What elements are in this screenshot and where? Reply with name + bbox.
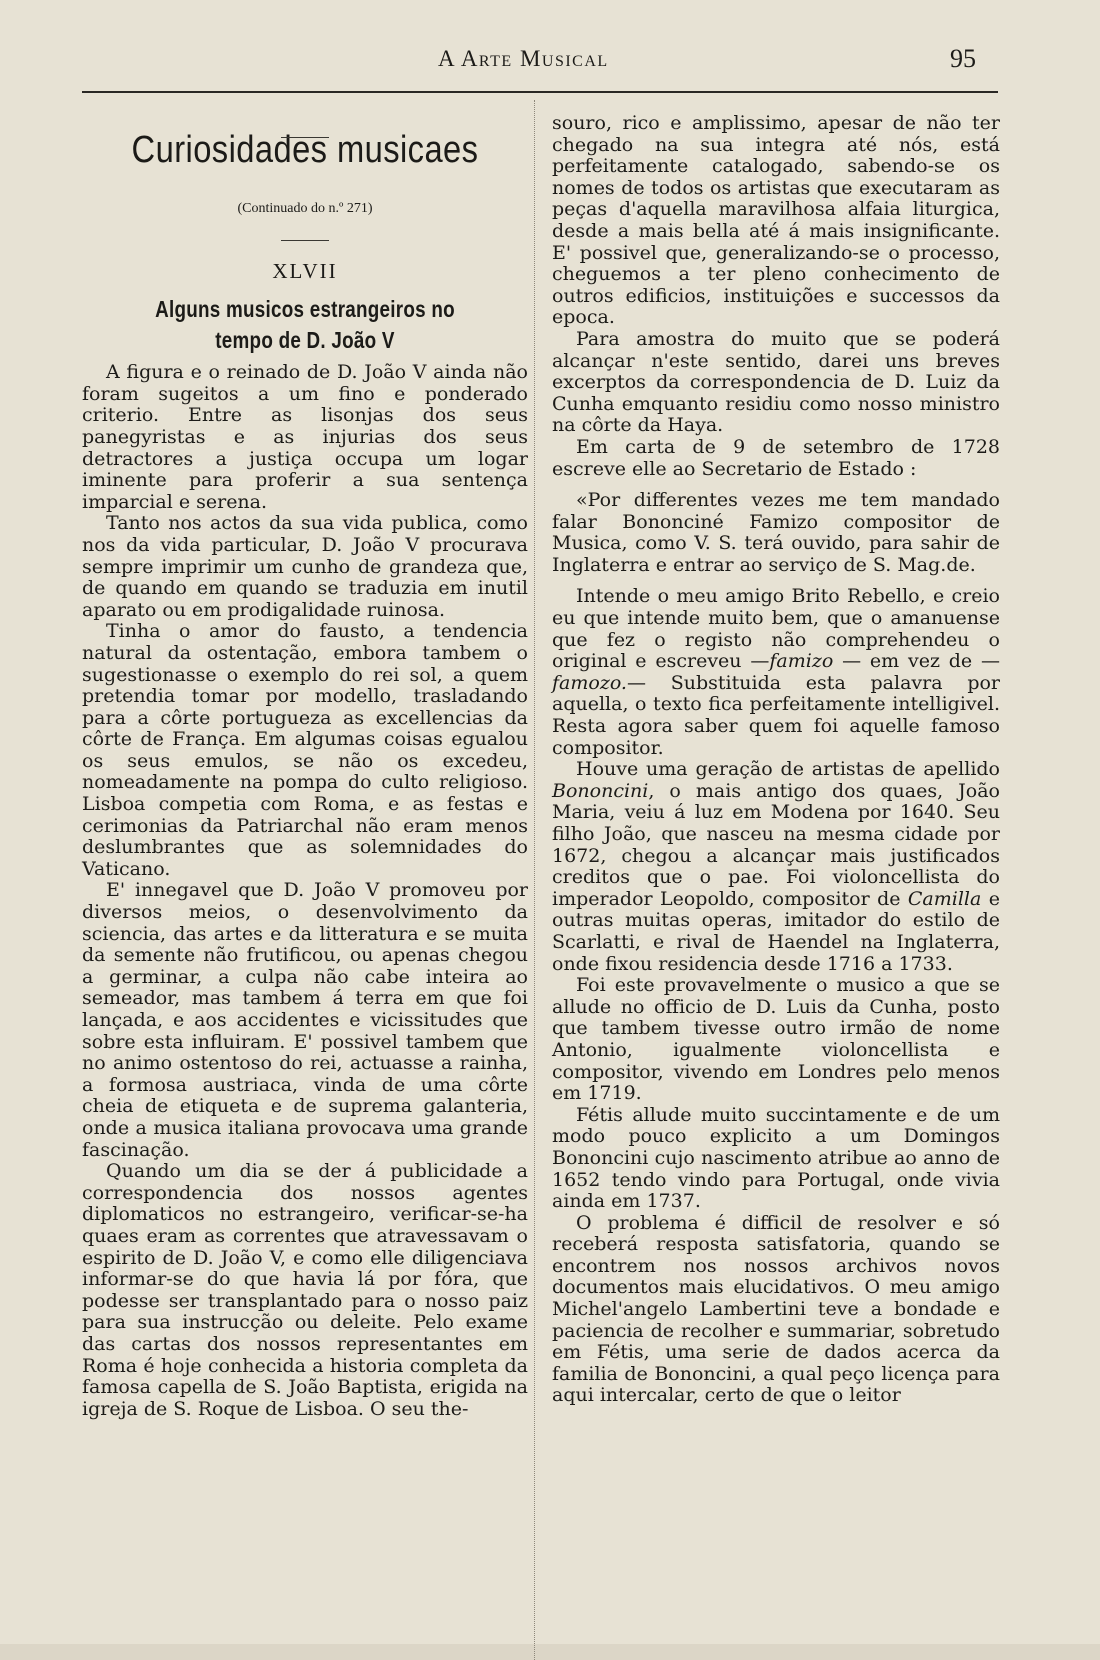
article-title: Curiosidades musicaes [131, 129, 479, 171]
text-run: Intende o meu amigo Brito Rebello, e creio eu que intende muito bem, que o amanuense que fez o registo não comprehendeu o original e escreveu — [552, 585, 1000, 673]
section-title: Alguns musicos estrangeiros no tempo de D. João V [155, 296, 455, 354]
paragraph: souro, rico e amplissimo, apesar de não ter chegado na sua integra até nós, está perfeitamente catalogado, sabendo-se os nomes de todos os artistas que executaram as peças d'aquella maravilhosa alfaia liturgica, desde a mais bella até á mais insignificante. E' possivel que, generalizando-se o processo, cheguemos a ter pleno conhecimento de outros edificios, instituições e successos da epoca. [552, 112, 1000, 329]
continuation-note: (Continuado do n.º 271) [237, 201, 373, 216]
text-run: — em vez de — [833, 650, 1000, 673]
paragraph [552, 586, 1000, 759]
paragraph: Para amostra do muito que se poderá alcançar n'este sentido, darei uns breves excerptos da correspondencia de D. Luiz da Cunha emquanto residiu como nosso ministro na côrte da Haya. [552, 327, 1000, 437]
section-number: XLVII [272, 258, 338, 283]
left-column [82, 113, 528, 1420]
italic-word: Camilla [907, 887, 982, 910]
paragraph [552, 759, 1000, 975]
column-divider [534, 100, 535, 1660]
italic-word: Bononcini [552, 779, 649, 802]
paragraph: Em carta de 9 de setembro de 1728 escreve elle ao Secretario de Estado : [552, 435, 1000, 480]
paragraph: Tinha o amor do fausto, a tendencia natural da ostentação, embora tambem o sugestionasse o exemplo do rei sol, a quem pretendia tomar por modello, trasladando para a côrte portugueza as excellencias da côrte de França. Em algumas coisas egualou os seus emulos, se não os excedeu, nomeadamente na pompa do culto religioso. Lisboa competia com Roma, e as festas e cerimonias da Patriarchal não eram menos deslumbrantes que as solemnidades do Vaticano. [82, 620, 528, 880]
text-run: , o mais antigo dos quaes, João Maria, veiu á luz em Modena por 1640. Seu filho João, que nasceu na mesma cidade por 1672, chegou a alcançar mais justificados creditos que o pae. Foi violoncellista do imperador Leopoldo, compositor de [552, 779, 1000, 910]
paragraph: Quando um dia se der á publicidade a correspondencia dos nossos agentes diplomaticos no estrangeiro, verificar-se-ha quaes eram as correntes que atravessavam o espirito de D. João V, e como elle diligenciava informar-se do que havia lá por fóra, que podesse ser transplantado para o nosso paiz para sua instrucção ou deleite. Pelo exame das cartas dos nossos representantes em Roma é hoje conhecida a historia completa da famosa capella de S. João Baptista, erigida na igreja de S. Roque de Lisboa. O seu the- [82, 1160, 528, 1420]
header-rule [82, 91, 998, 93]
paragraph: Tanto nos actos da sua vida publica, como nos da vida particular, D. João V procurava sempre imprimir um cunho de grandeza que, de quando em quando se traduzia em inutil aparato ou em prodigalidade ruinosa. [82, 512, 528, 621]
italic-word: famizo [769, 650, 834, 673]
text-run: e outras muitas operas, imitador do estilo de Scarlatti, e rival de Haendel na Inglaterra, onde fixou residencia desde 1716 a 1733. [552, 887, 1000, 975]
text-run: Houve uma geração de artistas de apellido [576, 758, 1000, 781]
right-column [552, 113, 1000, 1407]
journal-title: A Arte Musical [438, 46, 609, 71]
title-rule [281, 137, 329, 138]
paragraph: Fétis allude muito succintamente e de um modo pouco explicito a um Domingos Bononcini cujo nascimento atribue ao anno de 1652 tendo vindo para Portugal, onde vivia ainda em 1737. [552, 1103, 1000, 1213]
paragraph: E' innegavel que D. João V promoveu por diversos meios, o desenvolvimento da sciencia, das artes e da litteratura e se muita da semente não frutificou, ou apenas chegou a germinar, a culpa não cabe inteira ao semeador, mas tambem á terra em que foi lançada, e aos accidentes e vicissitudes que sobre esta influiram. E' possivel tambem que no animo ostentoso do rei, actuasse a rainha, a formosa austriaca, vinda de uma côrte cheia de etiqueta e de suprema galanteria, onde a musica italiana provocava uma grande fascinação. [82, 879, 528, 1161]
text-run: — Substituida esta palavra por aquella, o texto fica perfeitamente intelligivel. Resta agora saber quem foi aquelle famoso compositor. [552, 671, 1000, 759]
paragraph: A figura e o reinado de D. João V ainda não foram sugeitos a um fino e ponderado criterio. Entre as lisonjas dos seus panegyristas e as injurias dos seus detractores a justiça occupa um logar iminente para proferir a sua sentença imparcial e serena. [82, 361, 528, 513]
italic-word: famozo. [552, 671, 627, 694]
paragraph: Foi este provavelmente o musico a que se allude no officio de D. Luis da Cunha, posto que tambem tivesse outro irmão de nome Antonio, igualmente violoncellista e compositor, vivendo em Londres pelo menos em 1719. [552, 974, 1000, 1105]
running-header [0, 46, 1100, 76]
section-rule [281, 240, 329, 241]
paragraph: O problema é difficil de resolver e só receberá resposta satisfatoria, quando se encontrem nos nossos archivos novos documentos mais elucidativos. O meu amigo Michel'angelo Lambertini teve a bondade e paciencia de recolher e summariar, sobretudo em Fétis, uma serie de dados acerca da familia de Bononcini, a qual peço licença para aqui intercalar, certo de que o leitor [552, 1211, 1000, 1407]
page-number: 95 [950, 44, 976, 73]
letter-quote: «Por differentes vezes me tem mandado falar Bononciné Famizo compositor de Musica, como V. S. terá ouvido, para sahir de Inglaterra e entrar ao serviço de S. Mag.de. [552, 489, 1000, 576]
